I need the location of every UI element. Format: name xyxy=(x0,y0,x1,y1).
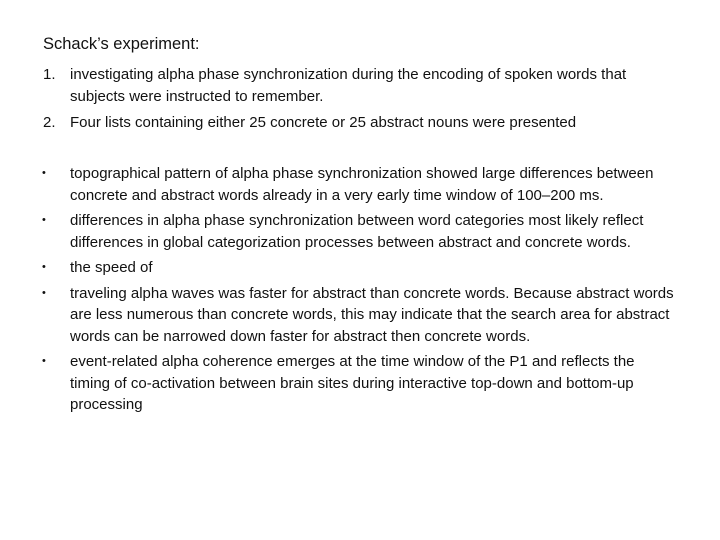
bullet-icon: • xyxy=(42,286,46,299)
bullet-item xyxy=(0,283,675,348)
bullet-item xyxy=(0,210,675,253)
bullet-icon: • xyxy=(42,167,46,179)
item-number: 2. xyxy=(43,114,56,131)
bullet-text: the speed of xyxy=(70,259,153,276)
slide-title: Schack’s experiment: xyxy=(43,35,200,53)
numbered-item xyxy=(0,112,660,134)
bullet-text: topographical pattern of alpha phase synchronization showed large differences between concrete and abstract words already in a very early time window of 100–200 ms. xyxy=(70,165,654,204)
item-number: 1. xyxy=(43,66,56,83)
bullet-list xyxy=(0,163,720,420)
bullet-item xyxy=(0,351,675,416)
bullet-text: event-related alpha coherence emerges at the time window of the P1 and reflects the timing of co-activation between brain sites during interactive top-down and bottom-up processing xyxy=(70,353,635,413)
bullet-icon: • xyxy=(42,261,46,273)
bullet-icon: • xyxy=(42,214,46,226)
bullet-text: traveling alpha waves was faster for abstract than concrete words. Because abstract words are less numerous than concrete words, this may indicate that the search area for abstract words can be narrowed down faster for abstract then concrete words. xyxy=(70,284,674,345)
item-text: Four lists containing either 25 concrete or 25 abstract nouns were presented xyxy=(70,114,577,131)
item-text: investigating alpha phase synchronization during the encoding of spoken words that subjects were instructed to remember. xyxy=(70,66,627,105)
bullet-text: differences in alpha phase synchronization between word categories most likely reflect differences in global categorization processes between abstract and concrete words. xyxy=(70,212,644,251)
bullet-item xyxy=(0,163,675,206)
numbered-item xyxy=(0,64,660,107)
bullet-item xyxy=(0,257,675,279)
bullet-icon: • xyxy=(42,355,46,367)
numbered-list xyxy=(0,64,720,139)
